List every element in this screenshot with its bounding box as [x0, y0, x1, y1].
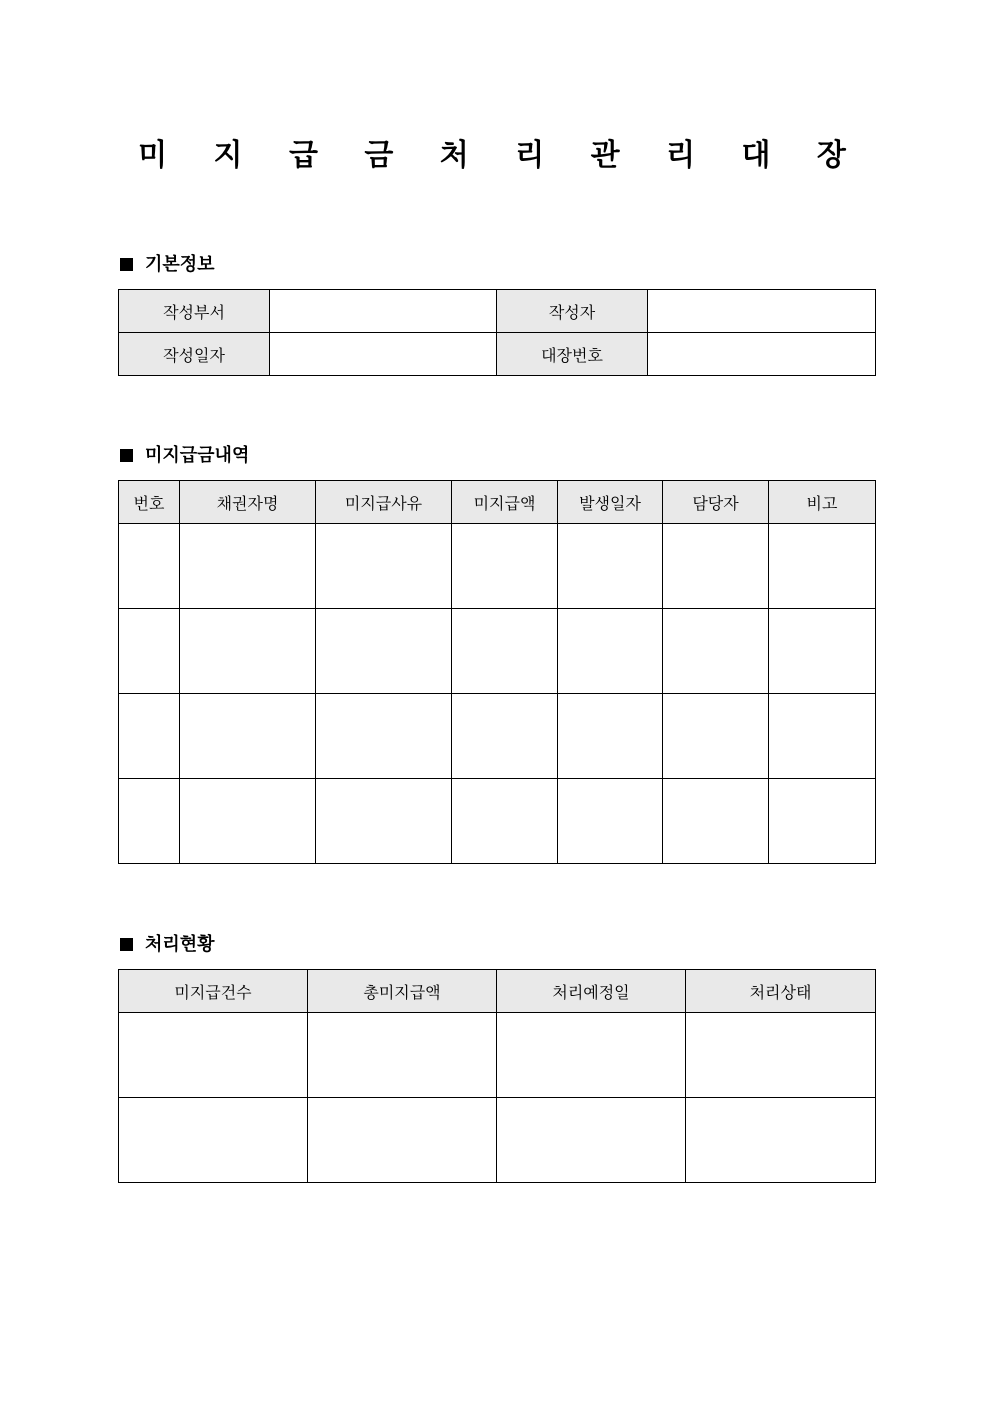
table-cell[interactable] [119, 779, 180, 864]
table-cell[interactable] [769, 524, 876, 609]
section-details-heading [120, 444, 249, 468]
label-department: 작성부서 [119, 290, 270, 333]
field-department[interactable] [270, 290, 497, 333]
table-header-row [119, 481, 876, 524]
table-cell[interactable] [452, 609, 558, 694]
square-bullet-icon [120, 449, 133, 462]
table-cell[interactable] [558, 524, 663, 609]
table-row [119, 1098, 876, 1183]
table-cell[interactable] [452, 524, 558, 609]
col-total-unpaid: 총미지급액 [308, 970, 497, 1013]
table-cell[interactable] [308, 1098, 497, 1183]
col-scheduled-date: 처리예정일 [497, 970, 686, 1013]
col-reason: 미지급사유 [316, 481, 452, 524]
table-cell[interactable] [119, 694, 180, 779]
col-process-status: 처리상태 [686, 970, 876, 1013]
table-cell[interactable] [769, 779, 876, 864]
table-cell[interactable] [180, 694, 316, 779]
section-basic-title: 기본정보 [145, 254, 215, 275]
square-bullet-icon [120, 258, 133, 271]
section-details-title: 미지급금내역 [145, 445, 250, 466]
details-table [118, 480, 876, 864]
col-creditor: 채권자명 [180, 481, 316, 524]
table-cell[interactable] [663, 779, 769, 864]
table-cell[interactable] [452, 694, 558, 779]
section-status-title: 처리현황 [145, 934, 215, 955]
label-ledger-number: 대장번호 [497, 333, 648, 376]
table-cell[interactable] [119, 1013, 308, 1098]
col-occurred-date: 발생일자 [558, 481, 663, 524]
table-row [119, 609, 876, 694]
table-cell[interactable] [497, 1098, 686, 1183]
label-date: 작성일자 [119, 333, 270, 376]
table-cell[interactable] [769, 694, 876, 779]
field-date[interactable] [270, 333, 497, 376]
status-table [118, 969, 876, 1183]
square-bullet-icon [120, 938, 133, 951]
table-cell[interactable] [180, 524, 316, 609]
table-cell[interactable] [769, 609, 876, 694]
table-row [119, 694, 876, 779]
table-cell[interactable] [119, 1098, 308, 1183]
col-remarks: 비고 [769, 481, 876, 524]
table-cell[interactable] [316, 694, 452, 779]
table-cell[interactable] [686, 1013, 876, 1098]
table-cell[interactable] [558, 609, 663, 694]
section-status-heading [120, 933, 215, 957]
table-cell[interactable] [663, 694, 769, 779]
table-cell[interactable] [119, 524, 180, 609]
table-cell[interactable] [119, 609, 180, 694]
col-amount: 미지급액 [452, 481, 558, 524]
table-cell[interactable] [308, 1013, 497, 1098]
table-cell[interactable] [497, 1013, 686, 1098]
table-row [119, 524, 876, 609]
table-cell[interactable] [180, 609, 316, 694]
table-row [119, 1013, 876, 1098]
basic-info-table [118, 289, 876, 376]
col-manager: 담당자 [663, 481, 769, 524]
table-cell[interactable] [316, 779, 452, 864]
section-basic-heading [120, 253, 215, 277]
table-row [119, 779, 876, 864]
table-row [119, 290, 876, 333]
table-header-row [119, 970, 876, 1013]
col-number: 번호 [119, 481, 180, 524]
table-cell[interactable] [180, 779, 316, 864]
table-cell[interactable] [316, 524, 452, 609]
col-unpaid-count: 미지급건수 [119, 970, 308, 1013]
field-author[interactable] [648, 290, 876, 333]
table-cell[interactable] [452, 779, 558, 864]
table-cell[interactable] [686, 1098, 876, 1183]
label-author: 작성자 [497, 290, 648, 333]
field-ledger-number[interactable] [648, 333, 876, 376]
table-row [119, 333, 876, 376]
table-cell[interactable] [558, 779, 663, 864]
document-title: 미 지 급 금 처 리 관 리 대 장 [138, 138, 864, 173]
table-cell[interactable] [558, 694, 663, 779]
table-cell[interactable] [316, 609, 452, 694]
table-cell[interactable] [663, 609, 769, 694]
table-cell[interactable] [663, 524, 769, 609]
